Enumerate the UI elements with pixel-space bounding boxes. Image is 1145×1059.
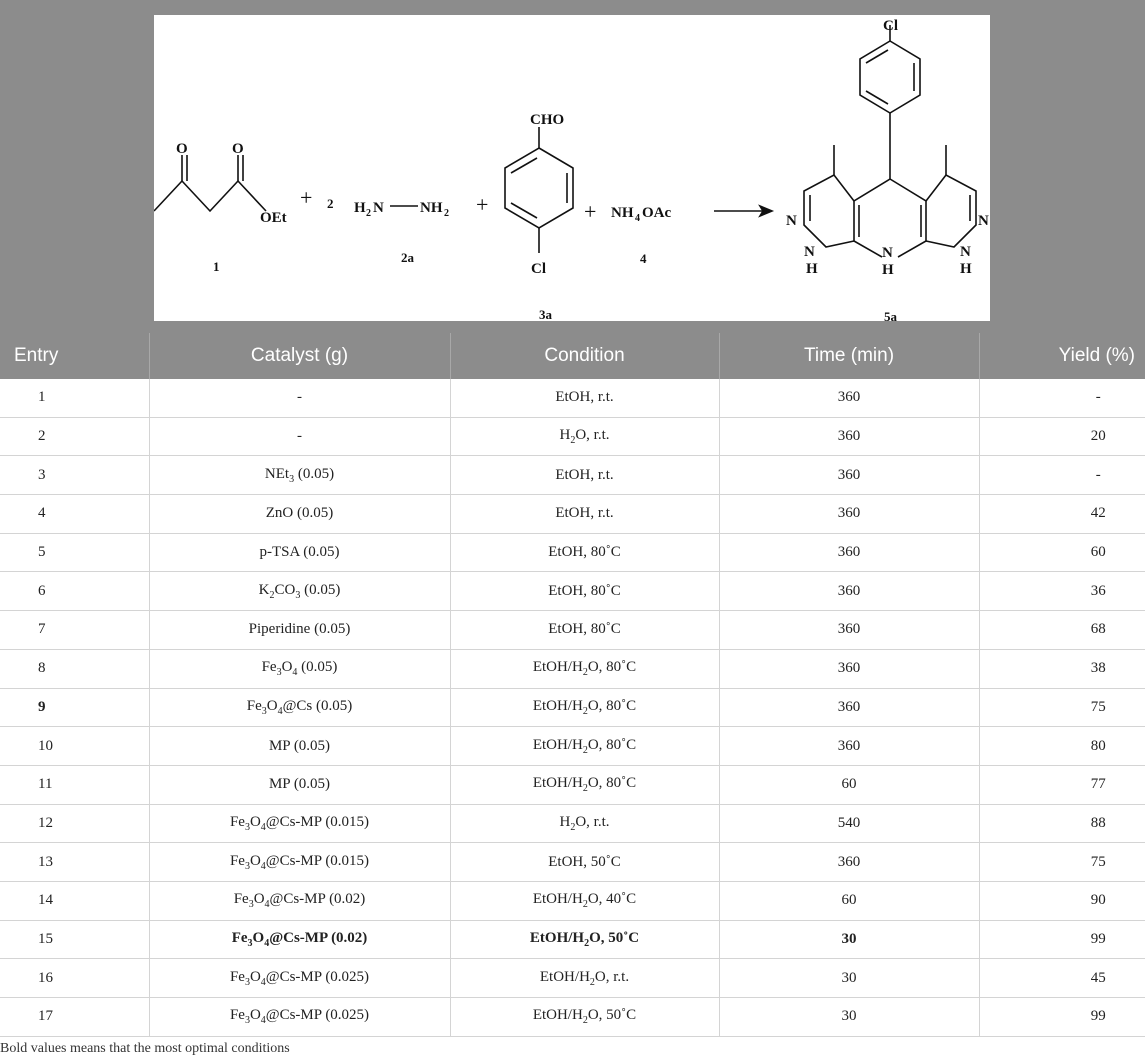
reaction-scheme-drawing <box>154 15 990 321</box>
cell-entry: 13 <box>0 843 149 882</box>
product-h-right: H <box>960 261 972 277</box>
cell-yield: - <box>979 456 1145 495</box>
cell-time: 360 <box>719 379 979 417</box>
cell-catalyst: $Fe_3O_4@Cs-MP$ (0.02) <box>149 920 450 959</box>
cell-condition: EtOH/$H_2O$, 80˚C <box>450 649 719 688</box>
ester-oxygen: O <box>232 141 244 157</box>
table-row <box>0 843 1145 882</box>
cell-condition: EtOH, 80˚C <box>450 572 719 611</box>
cell-condition: EtOH, r.t. <box>450 379 719 417</box>
cell-catalyst: $K_2CO_3$ (0.05) <box>149 572 450 611</box>
cell-catalyst: - <box>149 379 450 417</box>
cell-yield: 90 <box>979 881 1145 920</box>
cell-entry: 3 <box>0 456 149 495</box>
table-row <box>0 804 1145 843</box>
cell-entry: 14 <box>0 881 149 920</box>
cell-catalyst: $Fe_3O_4@Cs-MP$ (0.025) <box>149 998 450 1037</box>
cell-yield: 88 <box>979 804 1145 843</box>
compound-label-3a: 3a <box>539 307 552 321</box>
table-row <box>0 727 1145 766</box>
product-h-left: H <box>806 261 818 277</box>
cell-yield: 36 <box>979 572 1145 611</box>
product-n-right-2: N <box>960 244 971 260</box>
table-row <box>0 379 1145 417</box>
hydrazine-h: H <box>354 200 366 216</box>
cell-entry: 16 <box>0 959 149 998</box>
aldehyde-group: CHO <box>530 112 565 128</box>
cell-catalyst: $Fe_3O_4$ (0.05) <box>149 649 450 688</box>
cell-condition: EtOH/$H_2O$, 50˚C <box>450 998 719 1037</box>
cell-yield: 99 <box>979 998 1145 1037</box>
cell-time: 60 <box>719 765 979 804</box>
compound-1-structure <box>154 155 266 211</box>
product-chloro: Cl <box>883 18 898 34</box>
cell-entry: 6 <box>0 572 149 611</box>
cell-time: 540 <box>719 804 979 843</box>
cell-time: 30 <box>719 920 979 959</box>
cell-entry: 4 <box>0 495 149 534</box>
cell-yield: 68 <box>979 611 1145 650</box>
cell-yield: 42 <box>979 495 1145 534</box>
cell-entry: 17 <box>0 998 149 1037</box>
cell-catalyst: ZnO (0.05) <box>149 495 450 534</box>
table-row <box>0 572 1145 611</box>
optimization-table <box>0 333 1145 1037</box>
cell-condition: EtOH/$H_2O$, r.t. <box>450 959 719 998</box>
table-footnote: Bold values means that the most optimal conditions <box>0 1041 290 1056</box>
svg-text:2: 2 <box>366 208 371 219</box>
cell-yield: 60 <box>979 533 1145 572</box>
cell-time: 360 <box>719 611 979 650</box>
compound-label-5a: 5a <box>884 309 897 321</box>
cell-yield: 75 <box>979 688 1145 727</box>
cell-catalyst: $Fe_3O_4@Cs-MP$ (0.015) <box>149 804 450 843</box>
cell-entry: 11 <box>0 765 149 804</box>
cell-condition: $H_2O$, r.t. <box>450 417 719 456</box>
header-catalyst: Catalyst (g) <box>149 333 450 379</box>
cell-condition: EtOH/$H_2O$, 80˚C <box>450 727 719 766</box>
cell-entry: 10 <box>0 727 149 766</box>
cell-catalyst: $Fe_3O_4@Cs$ (0.05) <box>149 688 450 727</box>
cell-condition: EtOH, 80˚C <box>450 533 719 572</box>
chloro-substituent: Cl <box>531 261 546 277</box>
cell-entry: 1 <box>0 379 149 417</box>
cell-time: 360 <box>719 495 979 534</box>
cell-time: 360 <box>719 688 979 727</box>
table-row <box>0 765 1145 804</box>
acetate-part: OAc <box>642 205 672 221</box>
stoichiometry-2: 2 <box>327 196 334 211</box>
product-n-left: N <box>786 213 797 229</box>
cell-condition: EtOH, 50˚C <box>450 843 719 882</box>
ammonium-part: NH <box>611 205 634 221</box>
cell-entry: 12 <box>0 804 149 843</box>
cell-catalyst: NEt$_3$ (0.05) <box>149 456 450 495</box>
product-n-left-2: N <box>804 244 815 260</box>
product-h-center: H <box>882 262 894 278</box>
plus-sign-2: + <box>476 192 489 217</box>
cell-entry: 9 <box>0 688 149 727</box>
svg-text:N: N <box>373 200 384 216</box>
cell-catalyst: $Fe_3O_4@Cs-MP$ (0.025) <box>149 959 450 998</box>
hydrazine-nh: NH <box>420 200 443 216</box>
cell-time: 360 <box>719 727 979 766</box>
table-row <box>0 959 1145 998</box>
cell-condition: EtOH/$H_2O$, 80˚C <box>450 765 719 804</box>
ethoxy-group: OEt <box>260 210 287 226</box>
cell-yield: 20 <box>979 417 1145 456</box>
cell-catalyst: $Fe_3O_4@Cs-MP$ (0.02) <box>149 881 450 920</box>
product-n-right: N <box>978 213 989 229</box>
cell-time: 30 <box>719 959 979 998</box>
cell-entry: 15 <box>0 920 149 959</box>
table-row <box>0 456 1145 495</box>
product-n-center: N <box>882 245 893 261</box>
cell-time: 360 <box>719 843 979 882</box>
table-row <box>0 998 1145 1037</box>
cell-catalyst: - <box>149 417 450 456</box>
cell-time: 360 <box>719 533 979 572</box>
table-row <box>0 881 1145 920</box>
cell-entry: 2 <box>0 417 149 456</box>
svg-text:4: 4 <box>635 213 640 224</box>
reaction-scheme <box>154 15 990 321</box>
cell-catalyst: p-TSA (0.05) <box>149 533 450 572</box>
cell-yield: 75 <box>979 843 1145 882</box>
cell-condition: $H_2O$, r.t. <box>450 804 719 843</box>
cell-yield: - <box>979 379 1145 417</box>
cell-time: 360 <box>719 649 979 688</box>
cell-catalyst: MP (0.05) <box>149 727 450 766</box>
cell-time: 360 <box>719 572 979 611</box>
cell-catalyst: Piperidine (0.05) <box>149 611 450 650</box>
product-5a-structure <box>804 25 976 257</box>
cell-condition: EtOH/$H_2O$, 50˚C <box>450 920 719 959</box>
svg-text:2: 2 <box>444 208 449 219</box>
table-header-row <box>0 333 1145 379</box>
cell-condition: EtOH/$H_2O$, 80˚C <box>450 688 719 727</box>
cell-catalyst: MP (0.05) <box>149 765 450 804</box>
plus-sign-1: + <box>300 185 313 210</box>
compound-3a-structure <box>505 127 573 253</box>
header-entry: Entry <box>0 333 149 379</box>
cell-entry: 7 <box>0 611 149 650</box>
cell-catalyst: $Fe_3O_4@Cs-MP$ (0.015) <box>149 843 450 882</box>
cell-yield: 80 <box>979 727 1145 766</box>
header-condition: Condition <box>450 333 719 379</box>
table-body <box>0 379 1145 1036</box>
cell-time: 60 <box>719 881 979 920</box>
plus-sign-3: + <box>584 199 597 224</box>
cell-condition: EtOH, 80˚C <box>450 611 719 650</box>
table-row <box>0 611 1145 650</box>
header-time: Time (min) <box>719 333 979 379</box>
cell-entry: 5 <box>0 533 149 572</box>
table-row <box>0 417 1145 456</box>
cell-condition: EtOH, r.t. <box>450 456 719 495</box>
cell-yield: 77 <box>979 765 1145 804</box>
table-row <box>0 649 1145 688</box>
cell-yield: 99 <box>979 920 1145 959</box>
compound-label-4: 4 <box>640 251 647 266</box>
cell-time: 360 <box>719 456 979 495</box>
reaction-arrow <box>714 206 772 216</box>
header-yield: Yield (%) <box>979 333 1145 379</box>
table-row <box>0 688 1145 727</box>
cell-yield: 45 <box>979 959 1145 998</box>
table-row <box>0 920 1145 959</box>
compound-label-2a: 2a <box>401 250 414 265</box>
table-row <box>0 495 1145 534</box>
table-row <box>0 533 1145 572</box>
cell-condition: EtOH, r.t. <box>450 495 719 534</box>
ketone-oxygen: O <box>176 141 188 157</box>
cell-yield: 38 <box>979 649 1145 688</box>
cell-condition: EtOH/$H_2O$, 40˚C <box>450 881 719 920</box>
cell-entry: 8 <box>0 649 149 688</box>
compound-label-1: 1 <box>213 259 220 274</box>
cell-time: 360 <box>719 417 979 456</box>
cell-time: 30 <box>719 998 979 1037</box>
